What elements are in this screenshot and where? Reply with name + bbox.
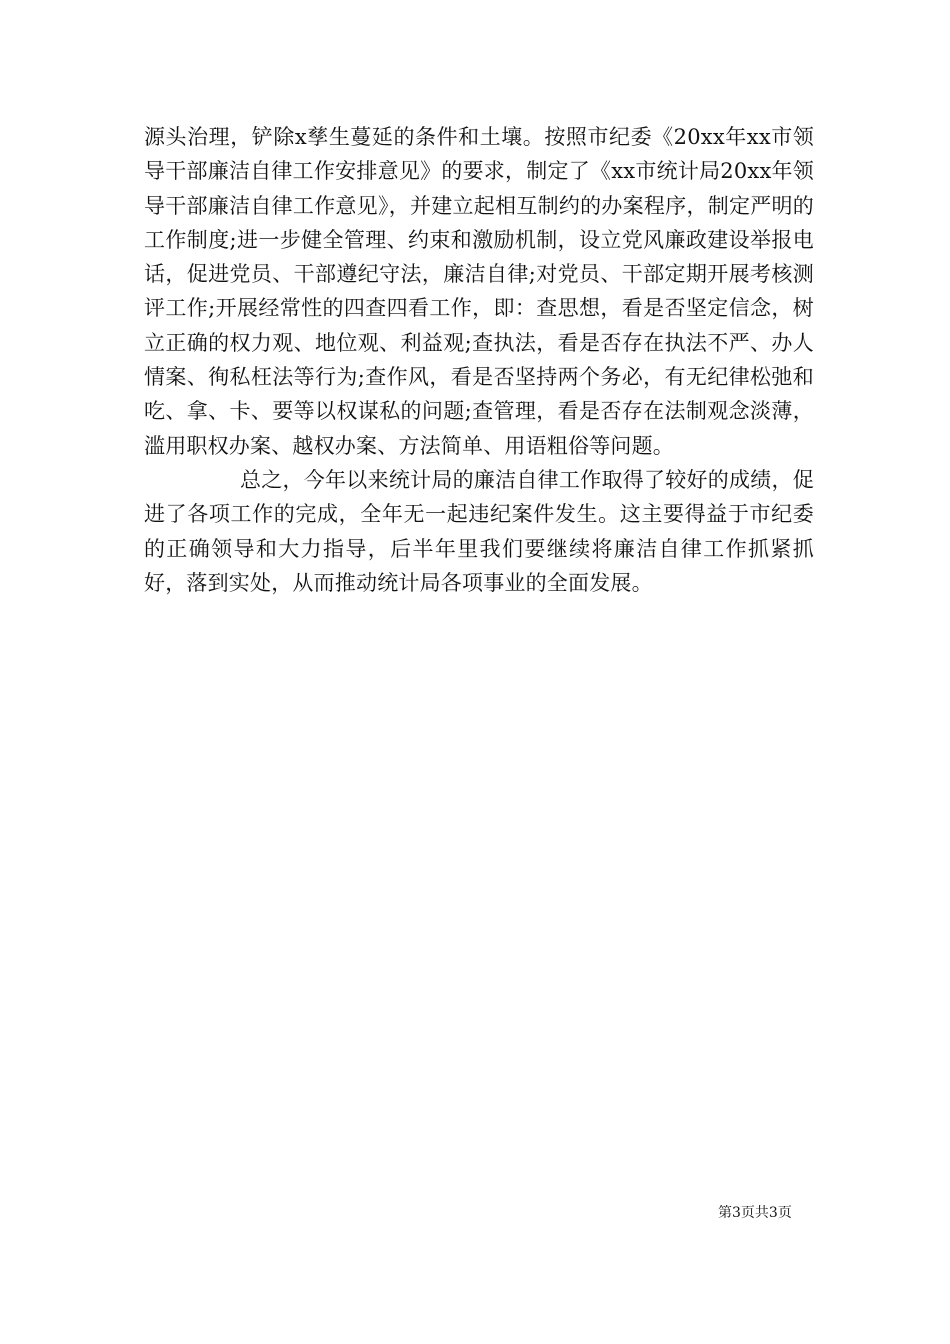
body-text	[144, 120, 814, 600]
page-number-footer: 第3页共3页	[718, 1205, 792, 1221]
paragraph-1: 源头治理，铲除x孳生蔓延的条件和土壤。按照市纪委《20xx年xx市领导干部廉洁自律工作安排意见》的要求，制定了《xx市统计局20xx年领导干部廉洁自律工作意见》，并建立起相互制约的办案程序，制定严明的工作制度;进一步健全管理、约束和激励机制，设立党风廉政建设举报电话，促进党员、干部遵纪守法，廉洁自律;对党员、干部定期开展考核测评工作;开展经常性的四查四看工作，即：查思想，看是否坚定信念，树立正确的权力观、地位观、利益观;查执法，看是否存在执法不严、办人情案、徇私枉法等行为;查作风，看是否坚持两个务必，有无纪律松弛和吃、拿、卡、要等以权谋私的问题;查管理，看是否存在法制观念淡薄，滥用职权办案、越权办案、方法简单、用语粗俗等问题。	[144, 125, 814, 458]
paragraph-2: 总之，今年以来统计局的廉洁自律工作取得了较好的成绩，促进了各项工作的完成，全年无一起违纪案件发生。这主要得益于市纪委的正确领导和大力指导，后半年里我们要继续将廉洁自律工作抓紧抓好，落到实处，从而推动统计局各项事业的全面发展。	[144, 467, 814, 595]
